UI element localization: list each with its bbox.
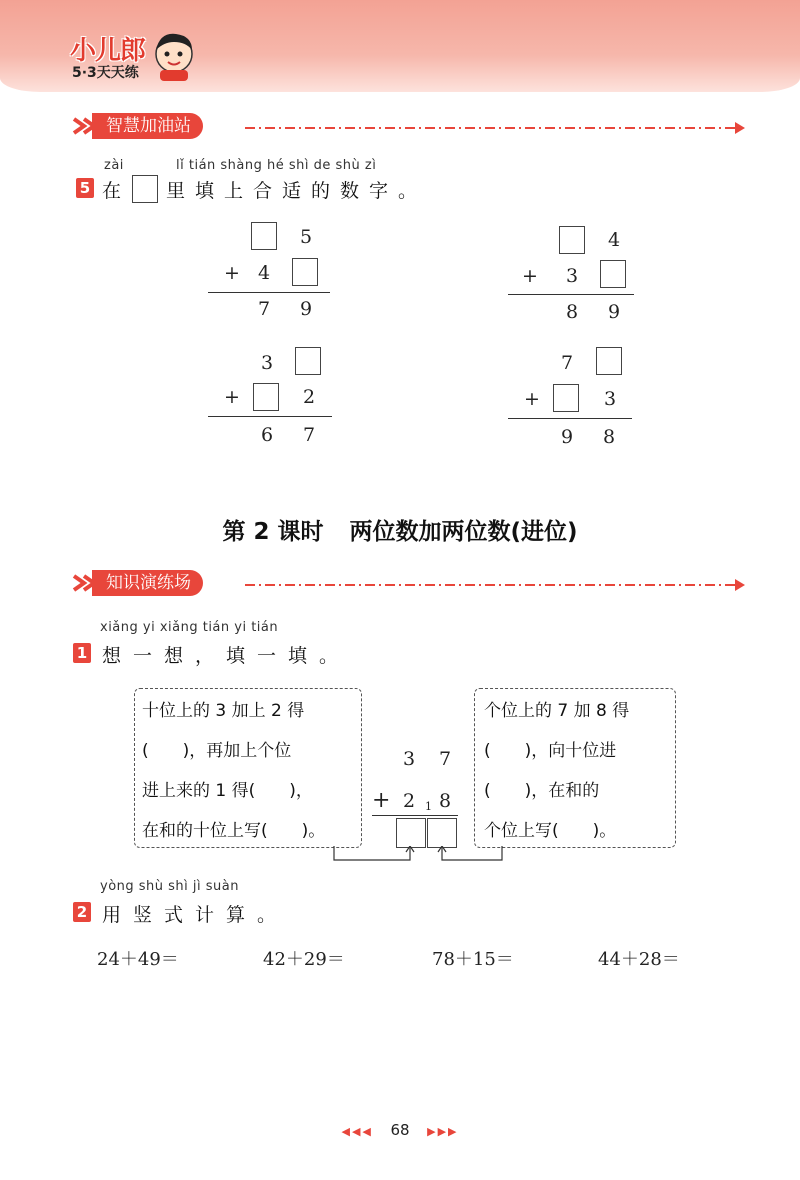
digit: 8 (603, 426, 616, 448)
answer-box-tens[interactable] (396, 818, 426, 848)
lesson-number: 第 2 课时 (222, 519, 324, 545)
digit: 3 (261, 352, 274, 374)
q2-text: 用竖式计算。 (102, 904, 289, 926)
section-divider (245, 127, 735, 129)
answer-box[interactable] (292, 258, 318, 286)
digit: 3 (403, 748, 416, 770)
digit: 4 (608, 229, 621, 251)
plus-sign: + (524, 388, 540, 410)
logo-title: 小儿郎 (70, 36, 146, 66)
digit: 5 (300, 226, 313, 248)
page-footer (0, 1121, 800, 1139)
digit: 7 (303, 424, 316, 446)
plus-sign: + (224, 386, 240, 408)
q2-pinyin: yòng shù shì jì suàn (100, 879, 239, 894)
left-arrows-icon: ◀◀◀ (341, 1125, 373, 1138)
question-number-1: 1 (73, 643, 91, 663)
explanation-line: 在和的十位上写( )。 (142, 821, 326, 841)
sum-line (508, 418, 632, 419)
digit: 9 (608, 301, 621, 323)
carry-digit: 1 (425, 800, 432, 813)
sum-line (208, 416, 332, 417)
answer-box[interactable] (295, 347, 321, 375)
arrow-right-icon (735, 579, 745, 591)
digit: 9 (300, 298, 313, 320)
q1-pinyin: xiǎng yi xiǎng tián yi tián (100, 620, 279, 635)
expression: 24＋49＝ (97, 949, 179, 970)
explanation-line: 进上来的 1 得( )， (142, 781, 313, 801)
answer-box[interactable] (559, 226, 585, 254)
digit: 7 (439, 748, 452, 770)
answer-box[interactable] (600, 260, 626, 288)
logo-subtitle: 5·3天天练 (72, 65, 139, 81)
answer-box-ones[interactable] (427, 818, 457, 848)
question-number-2: 2 (73, 902, 91, 922)
section-divider (245, 584, 735, 586)
lesson-topic: 两位数加两位数(进位) (349, 519, 578, 545)
q5-pinyin-2: lǐ tián shàng hé shì de shù zì (176, 158, 377, 173)
explanation-line: 个位上的 7 加 8 得 (484, 701, 630, 721)
answer-box[interactable] (553, 384, 579, 412)
q5-text-before: 在 (102, 180, 132, 202)
explanation-line: ( )，在和的 (484, 781, 600, 801)
q5-text-after: 里填上合适的数字。 (166, 180, 428, 202)
plus-sign: + (224, 262, 240, 284)
explanation-line: 十位上的 3 加上 2 得 (142, 701, 305, 721)
answer-box[interactable] (251, 222, 277, 250)
answer-box (132, 175, 158, 203)
section-title: 智慧加油站 (92, 113, 203, 139)
digit: 7 (561, 352, 574, 374)
q1-text: 想一想，填一填。 (102, 645, 351, 667)
lesson-title (0, 513, 800, 546)
sum-line (508, 294, 634, 295)
expression: 78＋15＝ (432, 949, 514, 970)
mascot-icon (150, 30, 198, 82)
answer-box[interactable] (253, 383, 279, 411)
plus-sign: + (372, 788, 391, 813)
page-number: 68 (390, 1121, 410, 1139)
question-number-5: 5 (76, 178, 94, 198)
digit: 8 (439, 790, 452, 812)
explanation-line: ( )，再加上个位 (142, 741, 292, 761)
sum-line (372, 815, 458, 816)
digit: 9 (561, 426, 574, 448)
digit: 8 (566, 301, 579, 323)
right-arrows-icon: ▶▶▶ (427, 1125, 459, 1138)
explanation-line: ( )，向十位进 (484, 741, 617, 761)
section-title: 知识演练场 (92, 570, 203, 596)
expression: 44＋28＝ (598, 949, 680, 970)
digit: 4 (258, 262, 271, 284)
q5-pinyin-1: zài (104, 158, 124, 173)
expression: 42＋29＝ (263, 949, 345, 970)
arrow-right-icon (735, 122, 745, 134)
explanation-line: 个位上写( )。 (484, 821, 617, 841)
digit: 6 (261, 424, 274, 446)
digit: 3 (604, 388, 617, 410)
answer-box[interactable] (596, 347, 622, 375)
digit: 2 (403, 790, 416, 812)
sum-line (208, 292, 330, 293)
digit: 7 (258, 298, 271, 320)
digit: 2 (303, 386, 316, 408)
plus-sign: + (522, 265, 538, 287)
digit: 3 (566, 265, 579, 287)
connector-lines (330, 846, 510, 866)
